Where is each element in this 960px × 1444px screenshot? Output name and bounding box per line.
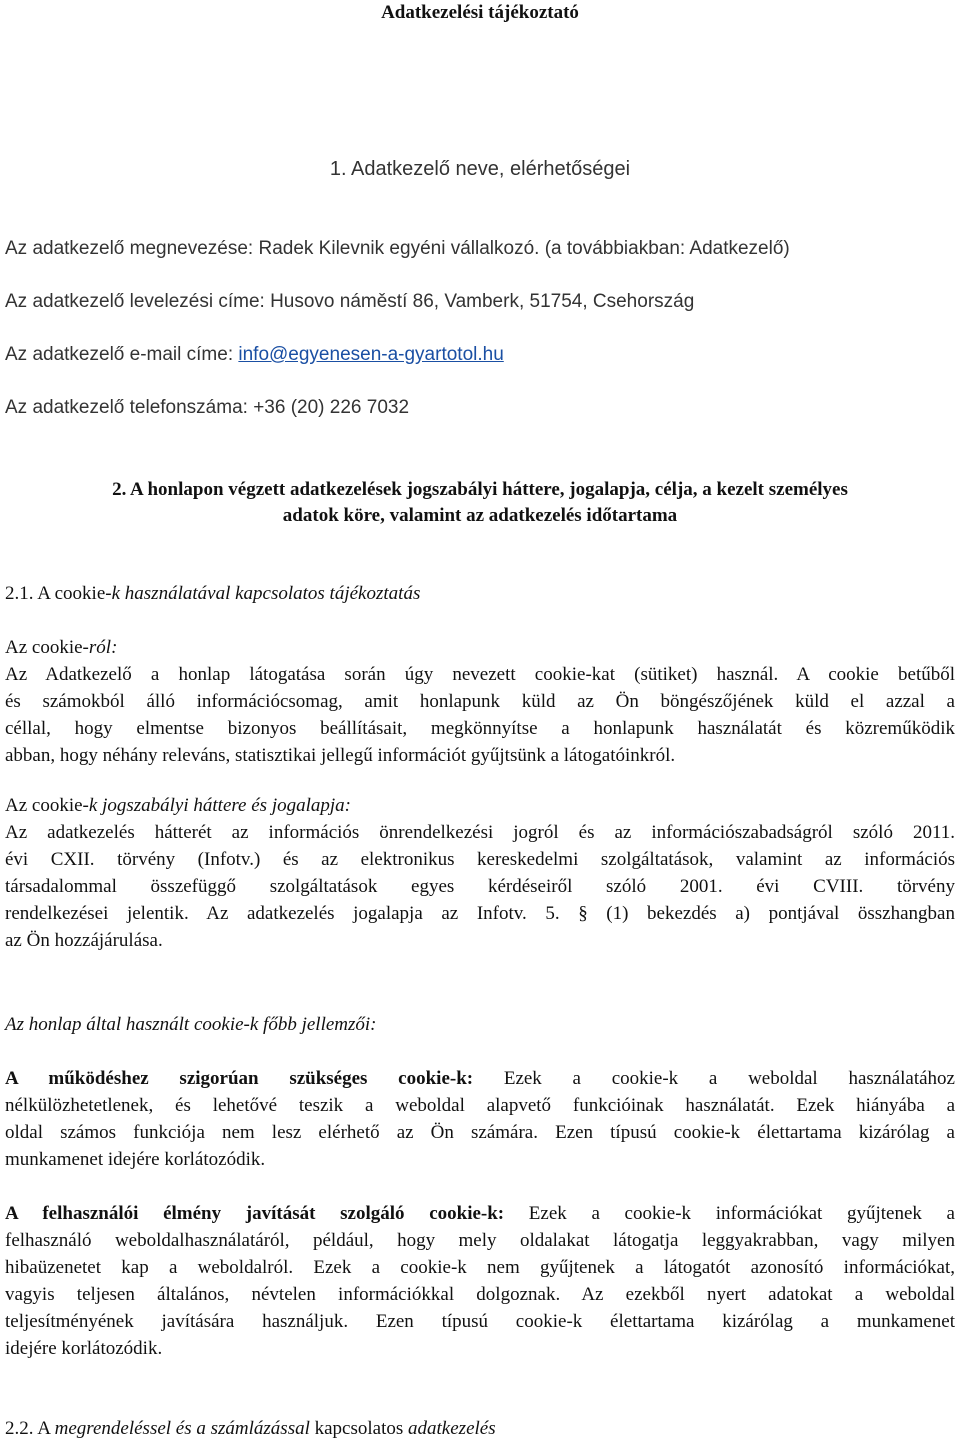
cookie-features-heading: Az honlap által használt cookie-k főbb jellemzői:: [5, 1014, 377, 1035]
paragraph-line: vagyis teljesen általános, névtelen információkkal dolgoznak. Az ezekből nyert adatokat a weboldal: [5, 1284, 955, 1305]
paragraph-line: oldal számos funkciója nem lesz elérhető az Ön számára. Ezen típusú cookie-k élettartama kizárólag a: [5, 1122, 955, 1143]
email-link[interactable]: info@egyenesen-a-gyartotol.hu: [238, 344, 504, 365]
paragraph-line: céllal, hogy elmentse bizonyos beállításait, megkönnyítse a honlapunk használatát és közreműködik: [5, 718, 955, 739]
paragraph-line: az Ön hozzájárulása.: [5, 930, 163, 951]
paragraph-line: rendelkezései jelentik. Az adatkezelés jogalapja az Infotv. 5. § (1) bekezdés a) pontjával összhangban: [5, 903, 955, 924]
cookie-about-heading: Az cookie-ról:: [5, 637, 118, 658]
subsection-2-1-heading: 2.1. A cookie-k használatával kapcsolatos tájékoztatás: [5, 583, 421, 604]
section-2-heading-line-2: adatok köre, valamint az adatkezelés időtartama: [282, 505, 678, 526]
controller-name-line: Az adatkezelő megnevezése: Radek Kilevnik egyéni vállalkozó. (a továbbiakban: Adatkezelő): [5, 238, 790, 259]
paragraph-line: társadalommal összefüggő szolgáltatások egyes kérdéseiről szóló 2001. évi CVIII. törvény: [5, 876, 955, 897]
paragraph-line: felhasználó weboldalhasználatáról, például, hogy mely oldalakat látogatja leggyakrabban, vagy milyen: [5, 1230, 955, 1251]
paragraph-line: abban, hogy néhány releváns, statisztikai jellegű információt gyűjtsünk a látogatóinkról.: [5, 745, 676, 766]
section-2-heading-line-1: 2. A honlapon végzett adatkezelések jogszabályi háttere, jogalapja, célja, a kezelt személyes: [112, 479, 848, 500]
paragraph-line: hibaüzenetet kap a weboldalról. Ezek a cookie-k nem gyűjtenek a látogatót azonosító információkat,: [5, 1257, 955, 1278]
section-1-heading: 1. Adatkezelő neve, elérhetőségei: [329, 158, 631, 180]
necessary-cookies-label: A működéshez szigorúan szükséges cookie-k:: [5, 1068, 474, 1089]
paragraph-line: évi CXII. törvény (Infotv.) és az elektronikus kereskedelmi szolgáltatások, valamint az információs: [5, 849, 955, 870]
controller-email-line: [5, 344, 504, 366]
paragraph-line: és számokból álló információcsomag, amit honlapunk küld az Ön böngészőjének küld el azzal a: [5, 691, 955, 712]
paragraph-line: nélkülözhetetlenek, és lehetővé teszik a weboldal alapvető funkcióinak használatát. Ezek hiányába a: [5, 1095, 955, 1116]
ux-cookies-label: A felhasználói élmény javítását szolgáló cookie-k:: [5, 1203, 505, 1224]
page-title: Adatkezelési tájékoztató: [381, 2, 579, 23]
paragraph-line: Az Adatkezelő a honlap látogatása során úgy nevezett cookie-kat (sütiket) használ. A cookie betűből: [5, 664, 955, 685]
subsection-2-2-heading: 2.2. A megrendeléssel és a számlázással kapcsolatos adatkezelés: [5, 1418, 496, 1439]
paragraph-line: idejére korlátozódik.: [5, 1338, 163, 1359]
paragraph-line: teljesítményének javítására használjuk. Ezen típusú cookie-k élettartama kizárólag a munkamenet: [5, 1311, 955, 1332]
controller-address-line: Az adatkezelő levelezési címe: Husovo náměstí 86, Vamberk, 51754, Csehország: [5, 291, 695, 312]
necessary-cookies-line: A működéshez szigorúan szükséges cookie-k: Ezek a cookie-k a weboldal használatához: [5, 1068, 955, 1089]
email-label: Az adatkezelő e-mail címe:: [5, 344, 239, 365]
ux-cookies-line: A felhasználói élmény javítását szolgáló cookie-k: Ezek a cookie-k információkat gyűjtenek a: [5, 1203, 955, 1224]
paragraph-line: Az adatkezelés hátterét az információs önrendelkezési jogról és az információszabadságról szóló 2011.: [5, 822, 955, 843]
cookie-legal-heading: Az cookie-k jogszabályi háttere és jogalapja:: [5, 795, 351, 816]
controller-phone-line: Az adatkezelő telefonszáma: +36 (20) 226 7032: [5, 397, 410, 418]
paragraph-line: munkamenet idejére korlátozódik.: [5, 1149, 266, 1170]
